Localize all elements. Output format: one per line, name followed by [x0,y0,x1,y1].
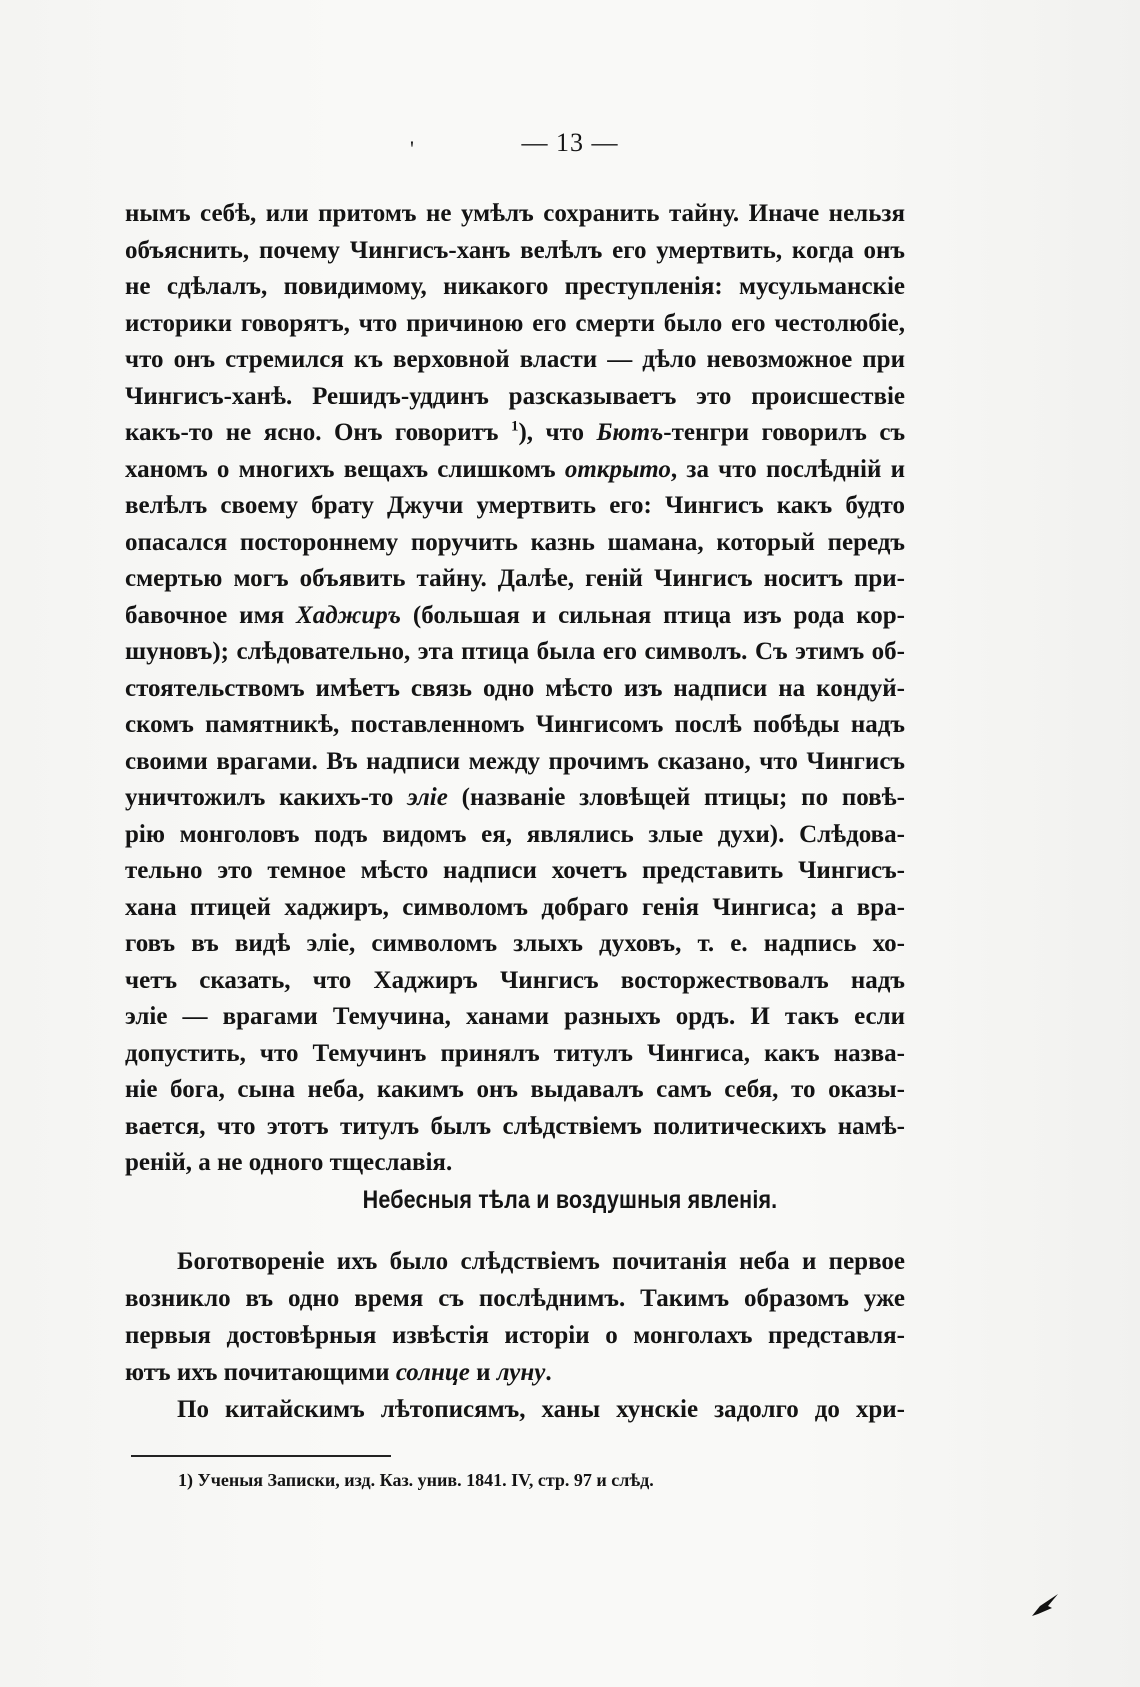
text-line: возникло въ одно время съ послѣднимъ. Такимъ образомъ уже [125,1285,905,1312]
main-paragraph [125,196,905,1182]
section-paragraphs [125,1243,905,1428]
text-line: ніе бога, сына неба, какимъ онъ выдавалъ самъ себя, то оказы- [125,1076,905,1103]
text-line: велѣлъ своему брату Джучи умертвить его: Чингисъ какъ будто [125,492,905,519]
text-line: Чингисъ-ханѣ. Решидъ-уддинъ разсказываетъ это происшествіе [125,382,905,410]
footnote-divider [131,1455,391,1457]
text-line: четъ сказать, что Хаджиръ Чингисъ восторжествовалъ надъ [125,966,905,994]
text-line: эліе — врагами Темучина, ханами разныхъ ордъ. И такъ если [125,1003,905,1030]
text-line: хана птицей хаджиръ, символомъ добраго генія Чингиса; а вра- [125,893,905,921]
text-line: реній, а не одного тщеславія. [125,1149,453,1176]
text-line: историки говорятъ, что причиною его смерти было его честолюбіе, [125,309,905,337]
text-segment: (названіе зловѣщей птицы; по повѣ- [461,784,906,811]
text-line: объяснить, почему Чингисъ-ханъ велѣлъ его умертвить, когда онъ [125,236,905,264]
text-segment: -тенгри говорилъ съ [663,419,906,446]
text-line: не сдѣлалъ, повидимому, никакого преступленія: мусульманскіе [125,273,905,300]
text-line: допустить, что Темучинъ принялъ титулъ Чингиса, какъ назва- [125,1039,905,1067]
text-line: вается, что этотъ титулъ былъ слѣдствіемъ политическихъ намѣ- [125,1112,905,1140]
footnote: 1) Ученыя Записки, изд. Каз. унив. 1841. IV, стр. 97 и слѣд. [178,1470,654,1490]
text-line: своими врагами. Въ надписи между прочимъ сказано, что Чингисъ [125,747,905,775]
text-segment: ханомъ о многихъ вещахъ слишкомъ [125,455,556,483]
text-line [125,598,905,635]
text-line [125,415,905,452]
text-line [125,780,905,817]
text-segment: (большая и сильная птица изъ рода кор- [412,601,906,629]
text-line: шуновъ); слѣдовательно, эта птица была его символъ. Съ этимъ об- [125,638,905,665]
italic-term: Хаджиръ [296,601,401,629]
text-segment: какъ-то не ясно. Онъ говоритъ [125,419,499,446]
text-line: тельно это темное мѣсто надписи хочетъ представить Чингисъ- [125,857,905,884]
text-line: Боготвореніе ихъ было слѣдствіемъ почитанія неба и первое [177,1248,905,1275]
section-heading: Небесныя тѣла и воздушныя явленія. [362,1186,778,1214]
text-line: опасался постороннему поручить казнь шамана, который передъ [125,528,905,556]
italic-term: солнце [395,1359,470,1386]
text-line [125,452,905,489]
footnote-ref: 1 [510,418,519,435]
text-line: первыя достовѣрныя извѣстія исторіи о монголахъ представля- [125,1322,905,1349]
italic-term: эліе [407,784,448,811]
text-segment: и [476,1359,491,1386]
ink-blot-mark [1030,1592,1060,1618]
italic-term: луну [496,1359,546,1386]
text-segment: уничтожилъ какихъ-то [125,784,394,811]
text-segment: ютъ ихъ почитающими [125,1359,390,1386]
text-line: смертью могъ объявить тайну. Далѣе, геній Чингисъ носитъ при- [125,565,905,592]
text-line: стоятельствомъ имѣетъ связь одно мѣсто изъ надписи на кондуй- [125,674,905,702]
italic-term: открыто [564,455,671,483]
text-line [125,1354,905,1391]
text-segment: ), что [518,419,585,446]
text-line: По китайскимъ лѣтописямъ, ханы хунскіе задолго до хри- [177,1396,905,1423]
text-segment: бавочное имя [125,601,285,629]
text-segment: . [545,1359,552,1386]
text-line: нымъ себѣ, или притомъ не умѣлъ сохранить тайну. Иначе нельзя [125,200,905,227]
text-line: рію монголовъ подъ видомъ ея, являлись злые духи). Слѣдова- [125,820,905,848]
italic-term: Бютъ [596,419,664,446]
page-number: — 13 — [521,128,619,157]
stray-tick-mark: ' [410,136,414,161]
text-segment: , за что послѣдній и [670,455,906,483]
text-line: говъ въ видѣ эліе, символомъ злыхъ духовъ, т. е. надпись хо- [125,930,905,957]
text-line: скомъ памятникѣ, поставленномъ Чингисомъ послѣ побѣды надъ [125,711,905,738]
text-line: что онъ стремился къ верховной власти — дѣло невозможное при [125,346,905,373]
